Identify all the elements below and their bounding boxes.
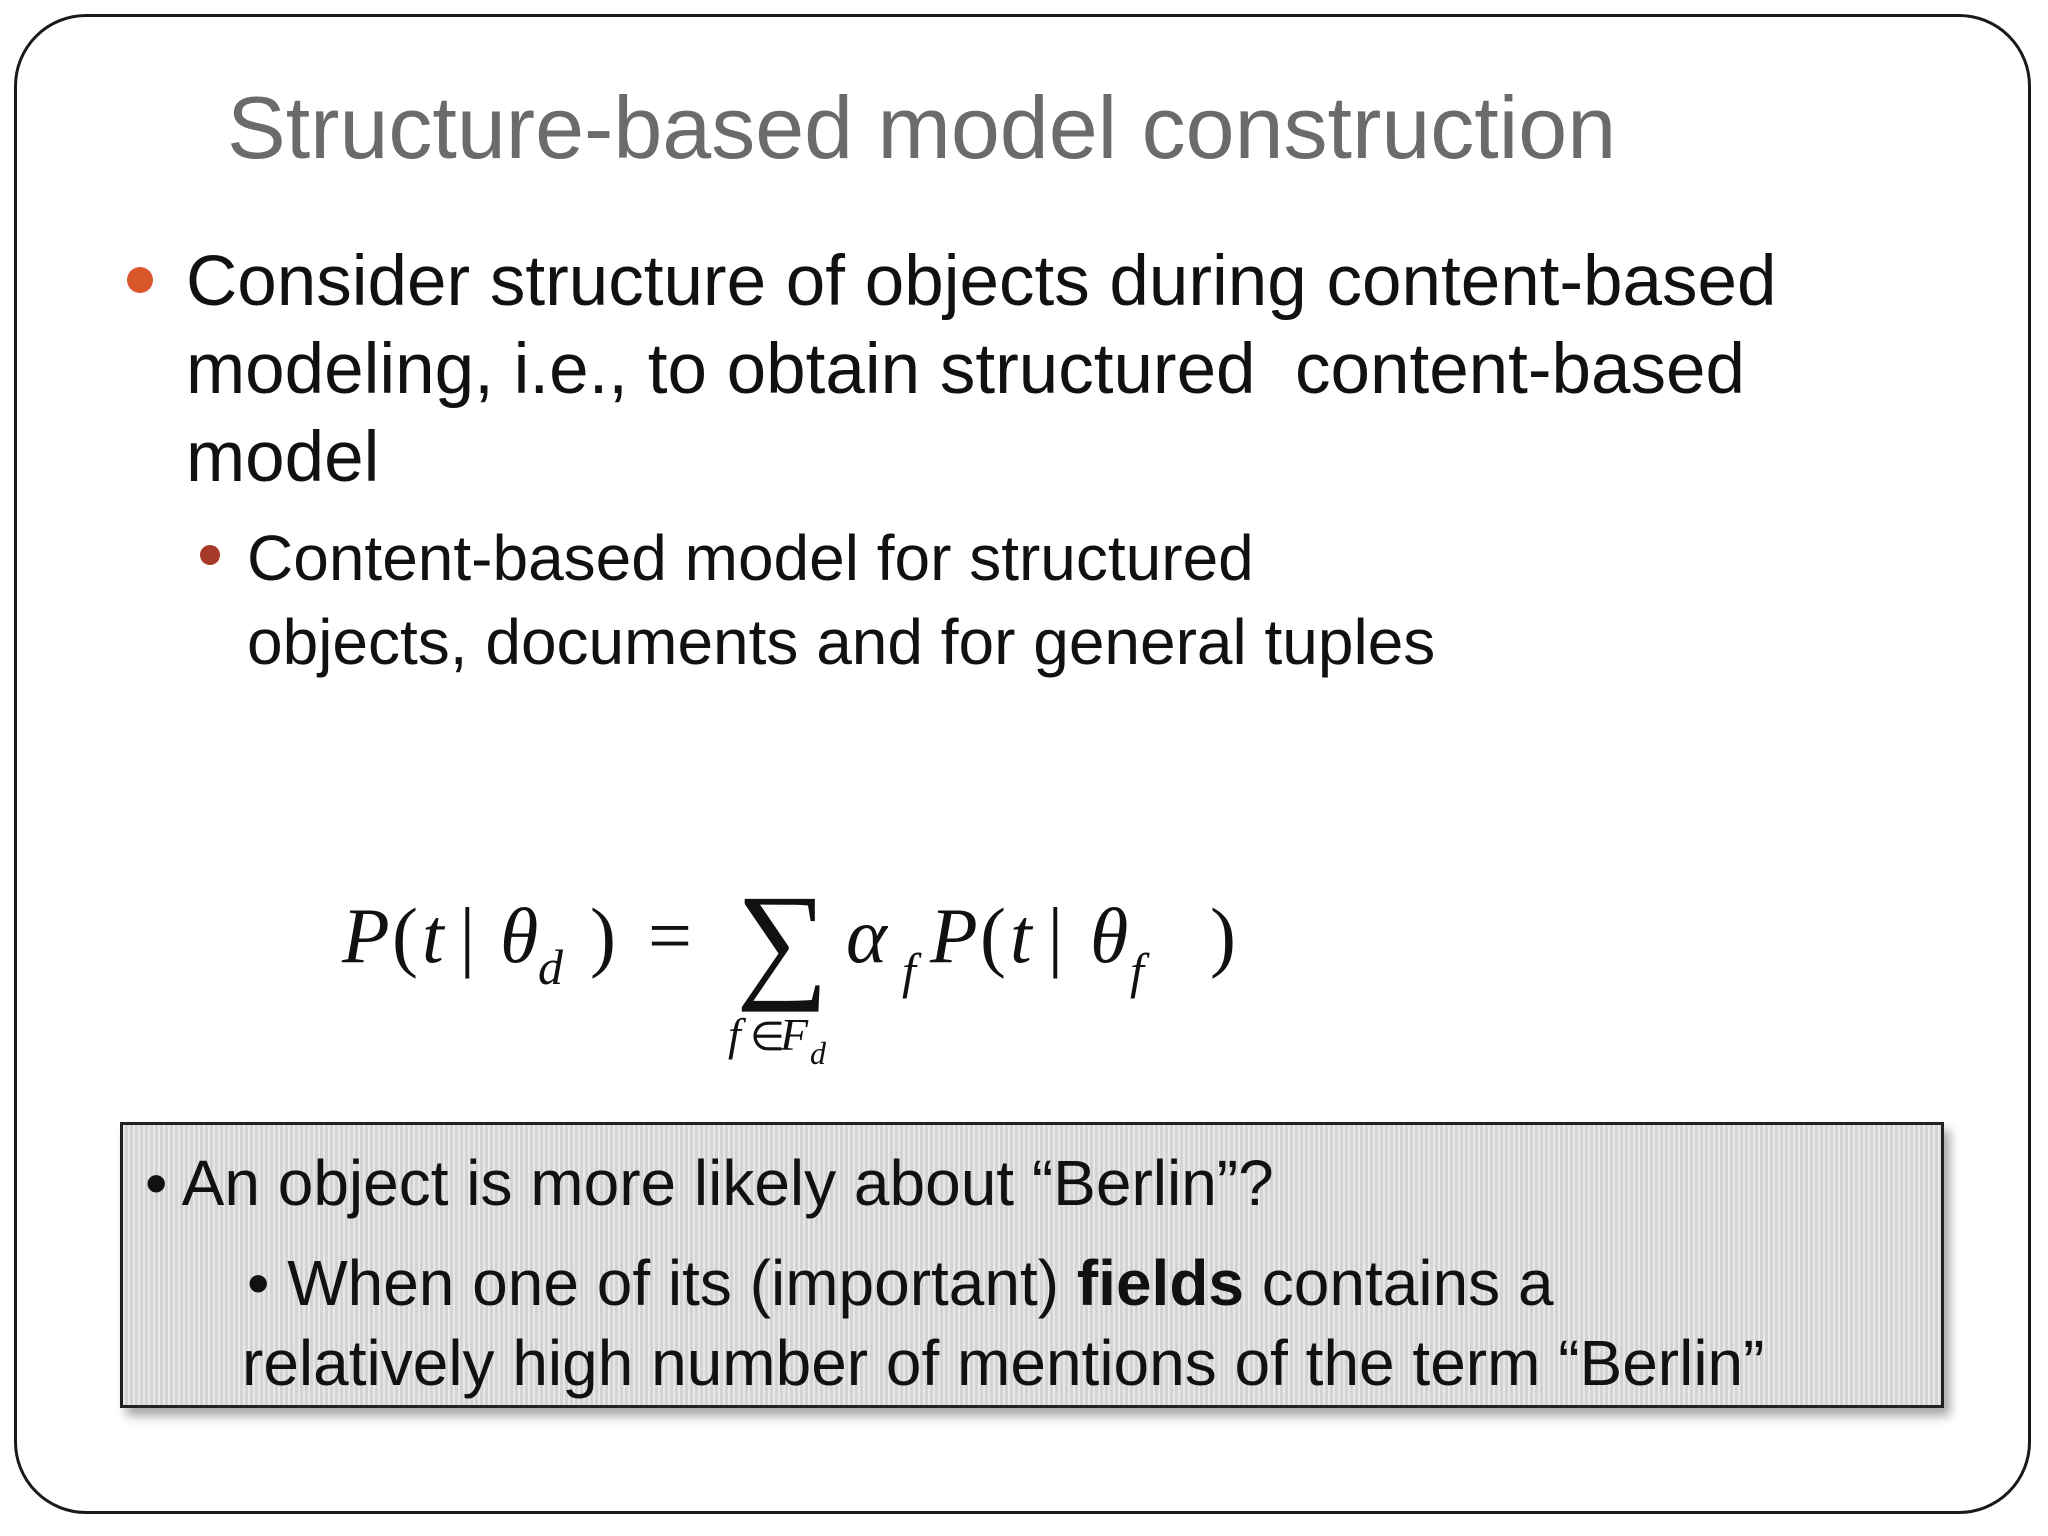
callout-bullet-level2 <box>242 1243 1765 1403</box>
callout-line2-bold: fields <box>1076 1247 1244 1319</box>
formula-alpha: α <box>846 892 887 979</box>
bullet-level2-line: objects, documents and for general tuples <box>247 606 1436 678</box>
formula <box>330 870 1310 1070</box>
formula-alpha-sub: f <box>902 943 916 999</box>
callout-line2-pre: When one of its (important) <box>287 1247 1077 1319</box>
callout-box <box>120 1122 1944 1408</box>
formula-sum: ∑ <box>736 870 829 1013</box>
formula-lhs-t: t <box>422 892 444 979</box>
formula-sum-index-sub: d <box>810 1035 826 1070</box>
callout-line3: relatively high number of mentions of the term “Berlin” <box>242 1327 1765 1399</box>
formula-rhs-close: ) <box>1210 892 1236 979</box>
bullet-dot-level2 <box>200 545 220 565</box>
formula-rhs-open: ( <box>980 892 1006 979</box>
formula-rhs-bar: | <box>1028 892 1083 979</box>
formula-rhs-theta: θ <box>1090 892 1129 979</box>
bullet-level1-line: Consider structure of objects during content-based <box>186 242 1777 321</box>
callout-line2-post: contains a <box>1244 1247 1554 1319</box>
formula-rhs-t: t <box>1010 892 1032 979</box>
callout-bullet-level1 <box>145 1143 1274 1223</box>
formula-rhs-sub: f <box>1130 943 1144 999</box>
bullet-level1 <box>186 238 1906 502</box>
bullet-level1-line: model <box>186 418 380 497</box>
formula-lhs-bar: | <box>440 892 495 979</box>
formula-lhs-sub: d <box>538 939 563 995</box>
bullet-level2 <box>247 516 1847 684</box>
slide-title: Structure-based model construction <box>227 78 1617 177</box>
formula-lhs-theta: θ <box>500 892 539 979</box>
bullet-level2-line: Content-based model for structured <box>247 522 1254 594</box>
bullet-level1-line: modeling, i.e., to obtain structured content-based <box>186 330 1745 409</box>
formula-lhs-open: ( <box>392 892 418 979</box>
formula-equals: = <box>648 892 692 979</box>
formula-sum-index-in: ∈ <box>750 1014 785 1059</box>
callout-bullet-char: • <box>145 1147 168 1219</box>
bullet-dot-level1 <box>127 267 153 293</box>
callout-line1: An object is more likely about “Berlin”? <box>181 1147 1274 1219</box>
formula-lhs-close: ) <box>590 892 616 979</box>
callout-line2 <box>247 1243 1764 1323</box>
callout-bullet-char: • <box>247 1247 270 1319</box>
formula-sum-index-F: F <box>780 1009 809 1060</box>
formula-rhs-p: P <box>930 892 978 979</box>
formula-lhs-p: P <box>342 892 390 979</box>
formula-sum-index-f: f <box>728 1009 741 1060</box>
